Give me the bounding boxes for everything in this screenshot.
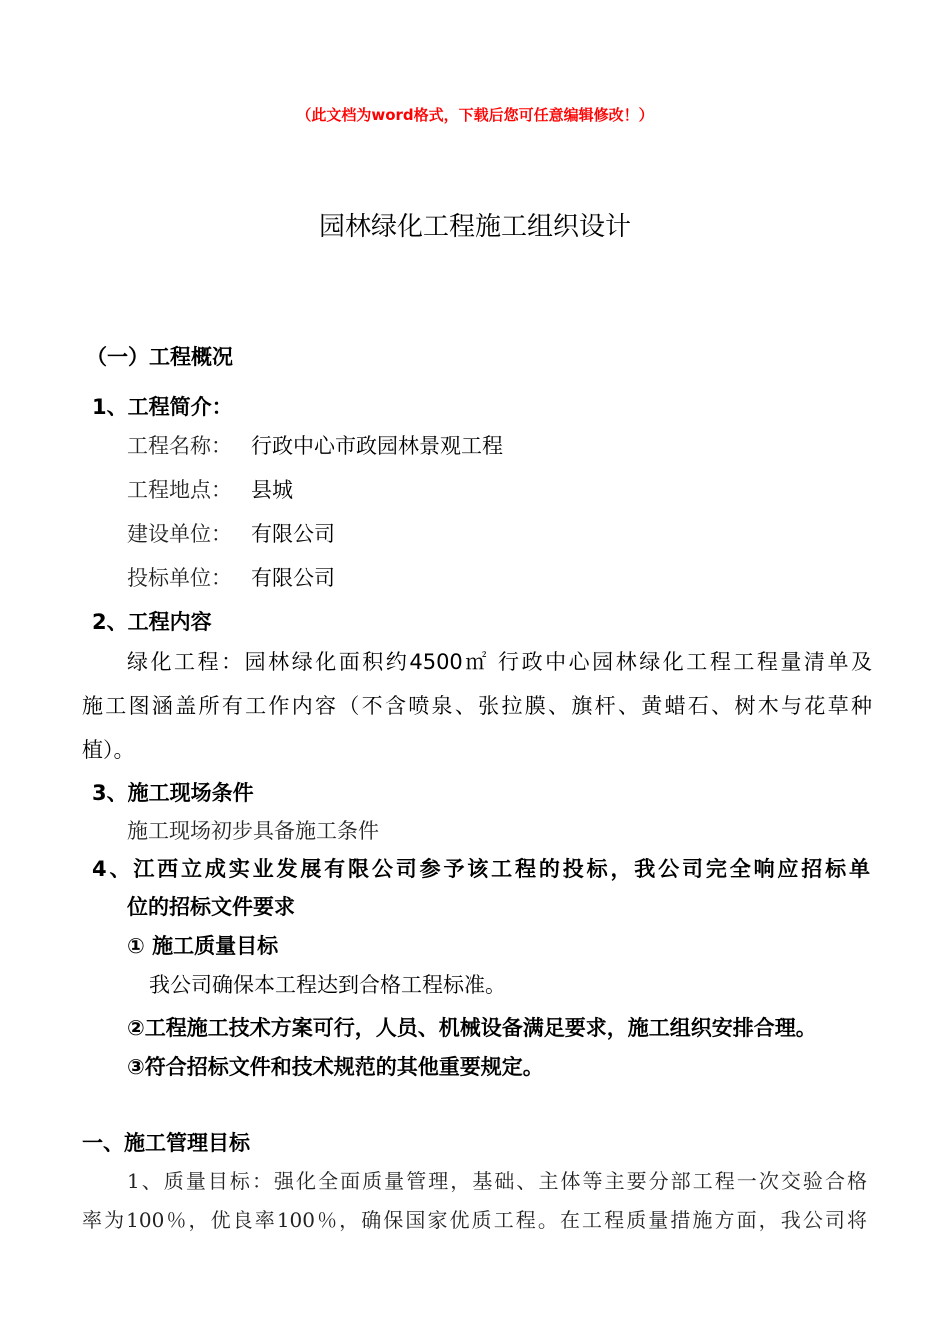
project-name-label: 工程名称： [127,434,232,458]
tender-compliance-goal: ③符合招标文件和技术规范的其他重要规定。 [127,1055,544,1079]
item-heading-project-content: 2、工程内容 [92,610,212,634]
builder-value: 有限公司 [251,522,335,546]
technical-plan-goal: ②工程施工技术方案可行，人员、机械设备满足要求，施工组织安排合理。 [127,1016,817,1040]
section-heading-management-goals: 一、施工管理目标 [82,1131,250,1155]
editable-format-notice: （此文档为word格式，下载后您可任意编辑修改！） [296,106,654,124]
item-heading-project-intro: 1、工程简介： [92,395,233,419]
item-heading-bid-response-line-1: 4、江西立成实业发展有限公司参予该工程的投标，我公司完全响应招标单 [92,857,870,881]
document-title: 园林绿化工程施工组织设计 [318,212,631,242]
section-heading-overview: （一）工程概况 [86,345,233,369]
quality-goal-heading: ① 施工质量目标 [127,934,279,958]
content-paragraph-line-3: 植）。 [82,738,135,762]
quality-goal-text: 我公司确保本工程达到合格工程标准。 [149,973,506,997]
content-paragraph-line-2: 施工图涵盖所有工作内容（不含喷泉、张拉膜、旗杆、黄蜡石、树木与花草种 [82,694,872,718]
quality-target-line-1: 1、质量目标：强化全面质量管理，基础、主体等主要分部工程一次交验合格 [127,1169,867,1193]
site-conditions-text: 施工现场初步具备施工条件 [127,819,379,843]
quality-target-line-2: 率为100％，优良率100％，确保国家优质工程。在工程质量措施方面，我公司将 [82,1208,867,1232]
content-paragraph-line-1: 绿化工程：园林绿化面积约4500㎡ 行政中心园林绿化工程工程量清单及 [127,650,872,674]
project-name-value: 行政中心市政园林景观工程 [251,434,503,458]
bidder-value: 有限公司 [251,566,335,590]
builder-label: 建设单位： [127,522,232,546]
item-heading-site-conditions: 3、施工现场条件 [92,781,254,805]
item-heading-bid-response-line-2: 位的招标文件要求 [127,895,295,919]
bidder-label: 投标单位： [127,566,232,590]
project-site-label: 工程地点： [127,478,232,502]
project-site-value: 县城 [251,478,293,502]
